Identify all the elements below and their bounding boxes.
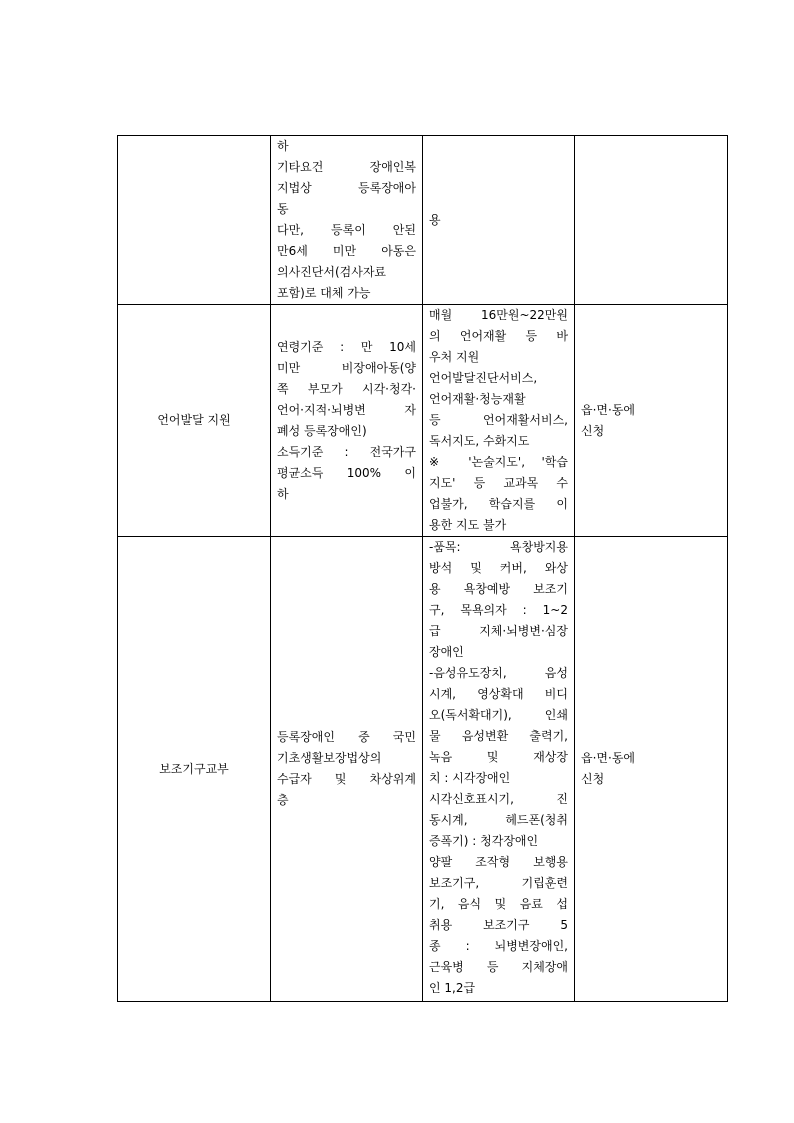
cell-line: 증폭기) : 청각장애인: [429, 834, 539, 848]
cell-line: 용한 지도 불가: [429, 518, 507, 532]
content-cell: [423, 537, 575, 1002]
cell-line: 다만, 등록이 안된: [277, 223, 416, 237]
category-cell: 보조기구교부: [118, 537, 271, 1002]
cell-line: 신청: [581, 772, 605, 786]
cell-line: 장애인: [429, 645, 464, 659]
cell-line: 종 : 뇌병변장애인,: [429, 939, 568, 953]
content-cell: [423, 305, 575, 537]
apply-cell: [575, 136, 728, 305]
cell-line: 지도' 등 교과목 수: [429, 476, 568, 490]
cell-line: 폐성 등록장애인): [277, 423, 367, 438]
apply-cell: [575, 537, 728, 1002]
cell-line: 평균소득 100% 이: [277, 465, 416, 480]
cell-line: 동: [277, 202, 289, 216]
cell-line: 언어발달진단서비스,: [429, 371, 538, 385]
cell-line: 등 언어재활서비스,: [429, 413, 568, 427]
cell-line: 미만 비장애아동(양: [277, 360, 416, 375]
cell-line: 매월 16만원~22만원: [429, 308, 568, 322]
cell-line: 기타요건 장애인복: [277, 160, 416, 174]
cell-line: 오(독서확대기), 인쇄: [429, 708, 568, 722]
cell-line: 치 : 시각장애인: [429, 771, 511, 785]
cell-line: 의 언어재활 등 바: [429, 329, 568, 343]
cell-line: 용 욕창예방 보조기: [429, 582, 568, 596]
cell-line: 읍·면·동에: [581, 402, 635, 417]
cell-line: 소득기준 : 전국가구: [277, 444, 416, 459]
cell-line: 하: [277, 139, 289, 153]
cell-line: 우처 지원: [429, 350, 480, 364]
cell-line: 근육병 등 지체장애: [429, 960, 568, 974]
cell-line: 시계, 영상확대 비디: [429, 687, 568, 701]
cell-line: 취용 보조기구 5: [429, 918, 568, 932]
cell-line: 인 1,2급: [429, 981, 476, 995]
cell-line: 용: [429, 212, 441, 227]
cell-line: 층: [277, 793, 289, 807]
content-cell: [423, 136, 575, 305]
cell-line: -품목: 욕창방지용: [429, 540, 568, 554]
cell-line: 방석 및 커버, 와상: [429, 561, 568, 575]
benefits-table: [117, 135, 728, 1002]
cell-line: 수급자 및 차상위계: [277, 772, 416, 786]
eligibility-cell: [271, 537, 423, 1002]
cell-line: 양팔 조작형 보행용: [429, 855, 568, 869]
cell-line: 하: [277, 486, 289, 501]
cell-line: 연령기준 : 만 10세: [277, 339, 416, 354]
cell-line: 급 지체·뇌병변·심장: [429, 624, 568, 638]
cell-line: 기, 음식 및 음료 섭: [429, 897, 568, 911]
cell-line: 녹음 및 재상장: [429, 750, 568, 764]
table-row: [118, 537, 728, 1002]
eligibility-cell: [271, 136, 423, 305]
category-cell: [118, 136, 271, 305]
eligibility-cell: [271, 305, 423, 537]
cell-line: 기초생활보장법상의: [277, 751, 382, 765]
cell-line: 신청: [581, 423, 605, 438]
cell-line: 독서지도, 수화지도: [429, 434, 530, 448]
cell-line: 만6세 미만 아동은: [277, 244, 416, 258]
cell-line: 물 음성변환 출력기,: [429, 729, 568, 743]
cell-line: 업불가, 학습지를 이: [429, 497, 568, 511]
cell-line: ※ '논술지도', '학습: [429, 455, 568, 469]
table-row: [118, 136, 728, 305]
cell-line: 언어·지적·뇌병변 자: [277, 402, 416, 417]
cell-line: 의사진단서(검사자료: [277, 265, 387, 279]
cell-line: 지법상 등록장애아: [277, 181, 416, 195]
category-cell: 언어발달 지원: [118, 305, 271, 537]
cell-line: 시각신호표시기, 진: [429, 792, 568, 806]
cell-line: 보조기구, 기립훈련: [429, 876, 568, 890]
cell-line: 동시계, 헤드폰(청취: [429, 813, 568, 827]
apply-cell: [575, 305, 728, 537]
cell-line: 쪽 부모가 시각·청각·: [277, 381, 416, 396]
cell-line: 등록장애인 중 국민: [277, 730, 416, 744]
cell-line: 언어재활·청능재활: [429, 392, 526, 406]
table-row: [118, 305, 728, 537]
cell-line: 읍·면·동에: [581, 751, 635, 765]
cell-line: 포함)로 대체 가능: [277, 286, 371, 300]
cell-line: 구, 목욕의자 : 1~2: [429, 603, 568, 617]
cell-line: -음성유도장치, 음성: [429, 666, 568, 680]
